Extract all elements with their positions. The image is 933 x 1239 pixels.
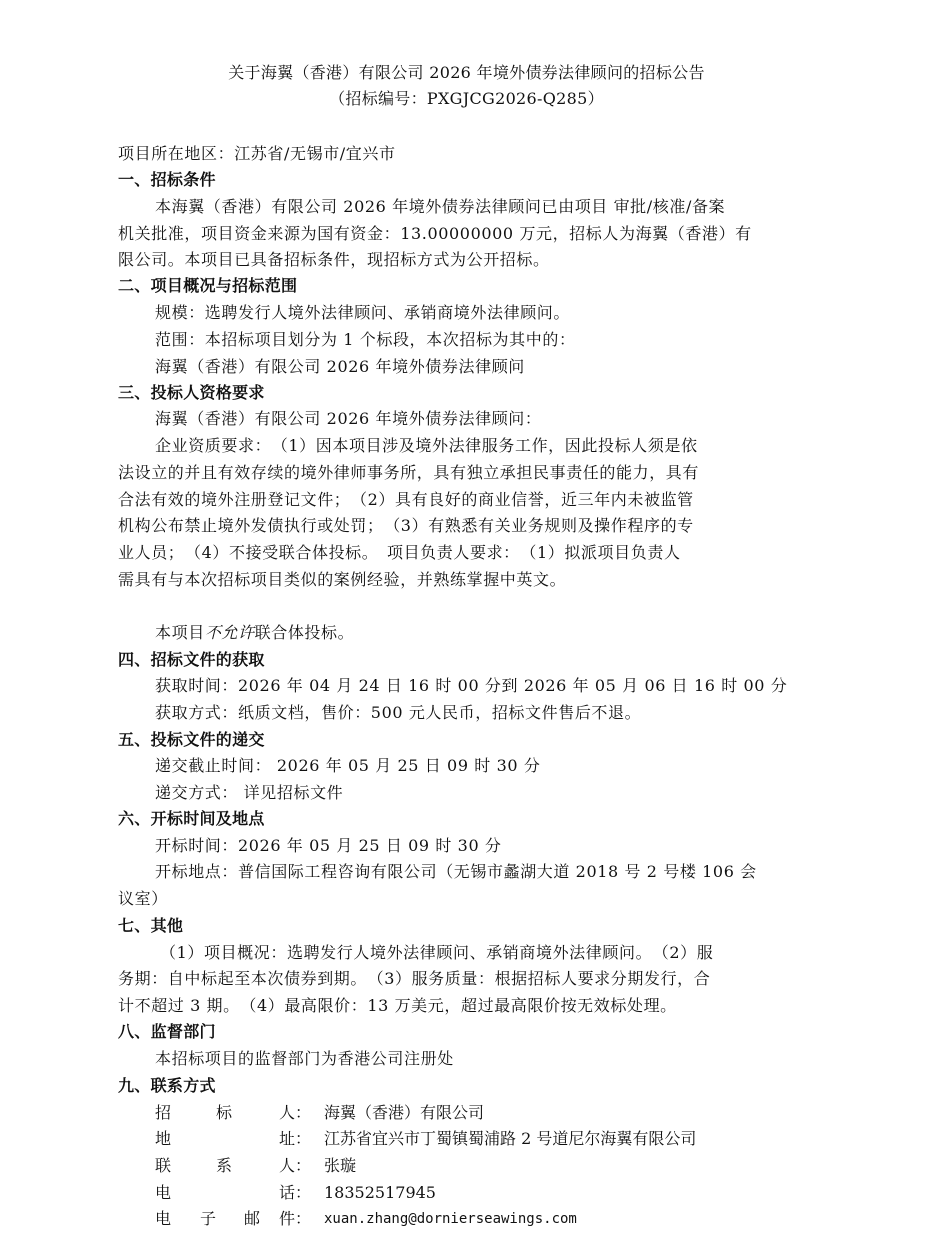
paragraph-line: 范围：本招标项目划分为 1 个标段，本次招标为其中的： bbox=[155, 330, 576, 349]
paragraph-line: 需具有与本次招标项目类似的案例经验，并熟练掌握中英文。 bbox=[118, 570, 567, 589]
paragraph-line: 计不超过 3 期。 （4）最高限价：13 万美元，超过最高限价按无效标处理。 bbox=[118, 996, 677, 1015]
paragraph-line: （1）项目概况：选聘发行人境外法律顾问、承销商境外法律顾问。 （2）服 bbox=[160, 943, 714, 962]
project-region: 项目所在地区：江苏省/无锡市/宜兴市 bbox=[118, 144, 396, 163]
consortium-suffix: 联合体投标。 bbox=[254, 623, 355, 642]
paragraph-line: 议室） bbox=[118, 889, 168, 908]
contact-label-char: 电 bbox=[155, 1183, 172, 1202]
contact-label-char: 人： bbox=[279, 1156, 312, 1175]
section-heading-supervision: 八、监督部门 bbox=[118, 1022, 216, 1041]
contact-label-char: 联 bbox=[155, 1156, 172, 1175]
section-heading-project-overview: 二、项目概况与招标范围 bbox=[118, 276, 298, 295]
paragraph-line: 开标时间：2026 年 05 月 25 日 09 时 30 分 bbox=[155, 836, 502, 855]
paragraph-line: 递交方式： 详见招标文件 bbox=[155, 783, 344, 802]
paragraph-line: 本海翼（香港）有限公司 2026 年境外债券法律顾问已由项目 审批/核准/备案 bbox=[155, 197, 726, 216]
consortium-statement bbox=[155, 620, 354, 646]
contact-label-char: 邮 bbox=[244, 1209, 261, 1228]
contact-label-char: 址： bbox=[279, 1129, 312, 1148]
contact-value-tenderer: 海翼（香港）有限公司 bbox=[324, 1103, 485, 1122]
consortium-prefix: 本项目 bbox=[155, 623, 205, 642]
section-heading-contact: 九、联系方式 bbox=[118, 1076, 216, 1095]
contact-label-char: 标 bbox=[216, 1103, 233, 1122]
paragraph-line: 规模：选聘发行人境外法律顾问、承销商境外法律顾问。 bbox=[155, 303, 571, 322]
contact-value-phone: 18352517945 bbox=[324, 1183, 436, 1202]
paragraph-line: 企业资质要求： （1）因本项目涉及境外法律服务工作，因此投标人须是依 bbox=[155, 436, 698, 455]
contact-value-person: 张璇 bbox=[324, 1156, 357, 1175]
paragraph-line: 递交截止时间： 2026 年 05 月 25 日 09 时 30 分 bbox=[155, 756, 541, 775]
contact-value-email: xuan.zhang@dornierseawings.com bbox=[324, 1211, 577, 1227]
paragraph-line: 业人员； （4）不接受联合体投标。 项目负责人要求： （1）拟派项目负责人 bbox=[118, 543, 681, 562]
section-heading-tender-conditions: 一、招标条件 bbox=[118, 170, 216, 189]
tender-number: （招标编号：PXGJCG2026-Q285） bbox=[329, 89, 604, 108]
paragraph-line: 机构公布禁止境外发债执行或处罚； （3）有熟悉有关业务规则及操作程序的专 bbox=[118, 516, 694, 535]
contact-label-char: 系 bbox=[216, 1156, 233, 1175]
paragraph-line: 务期：自中标起至本次债券到期。 （3）服务质量：根据招标人要求分期发行，合 bbox=[118, 969, 711, 988]
paragraph-line: 开标地点：普信国际工程咨询有限公司（无锡市蠡湖大道 2018 号 2 号楼 106 会 bbox=[155, 862, 757, 881]
contact-label-char: 子 bbox=[200, 1209, 217, 1228]
paragraph-line: 机关批准，项目资金来源为国有资金：13.00000000 万元，招标人为海翼（香港）有 bbox=[118, 224, 752, 243]
paragraph-line: 法设立的并且有效存续的境外律师事务所，具有独立承担民事责任的能力，具有 bbox=[118, 463, 700, 482]
paragraph-line: 限公司。本项目已具备招标条件，现招标方式为公开招标。 bbox=[118, 250, 550, 269]
paragraph-line: 合法有效的境外注册登记文件； （2）具有良好的商业信誉，近三年内未被监管 bbox=[118, 490, 694, 509]
document-title: 关于海翼（香港）有限公司 2026 年境外债券法律顾问的招标公告 bbox=[228, 63, 705, 82]
contact-label-char: 电 bbox=[155, 1209, 172, 1228]
paragraph-line: 海翼（香港）有限公司 2026 年境外债券法律顾问 bbox=[155, 357, 525, 376]
paragraph-line: 获取方式：纸质文档，售价：500 元人民币，招标文件售后不退。 bbox=[155, 703, 642, 722]
contact-label-char: 招 bbox=[155, 1103, 172, 1122]
section-heading-document-acquisition: 四、招标文件的获取 bbox=[118, 650, 265, 669]
paragraph-line: 获取时间：2026 年 04 月 24 日 16 时 00 分到 2026 年 05 月 06 日 16 时 00 分 bbox=[155, 676, 788, 695]
paragraph-line: 海翼（香港）有限公司 2026 年境外债券法律顾问： bbox=[155, 409, 542, 428]
section-heading-bid-opening: 六、开标时间及地点 bbox=[118, 809, 265, 828]
paragraph-line: 本招标项目的监督部门为香港公司注册处 bbox=[155, 1049, 454, 1068]
section-heading-other: 七、其他 bbox=[118, 916, 184, 935]
section-heading-bidder-qualifications: 三、投标人资格要求 bbox=[118, 383, 265, 402]
consortium-not-allowed: 不允许 bbox=[204, 623, 255, 642]
contact-label-char: 件： bbox=[279, 1209, 312, 1228]
contact-value-address: 江苏省宜兴市丁蜀镇蜀浦路 2 号道尼尔海翼有限公司 bbox=[324, 1129, 697, 1148]
contact-label-char: 人： bbox=[279, 1103, 312, 1122]
contact-label-char: 话： bbox=[279, 1183, 312, 1202]
contact-label-char: 地 bbox=[155, 1129, 172, 1148]
section-heading-bid-submission: 五、投标文件的递交 bbox=[118, 730, 265, 749]
